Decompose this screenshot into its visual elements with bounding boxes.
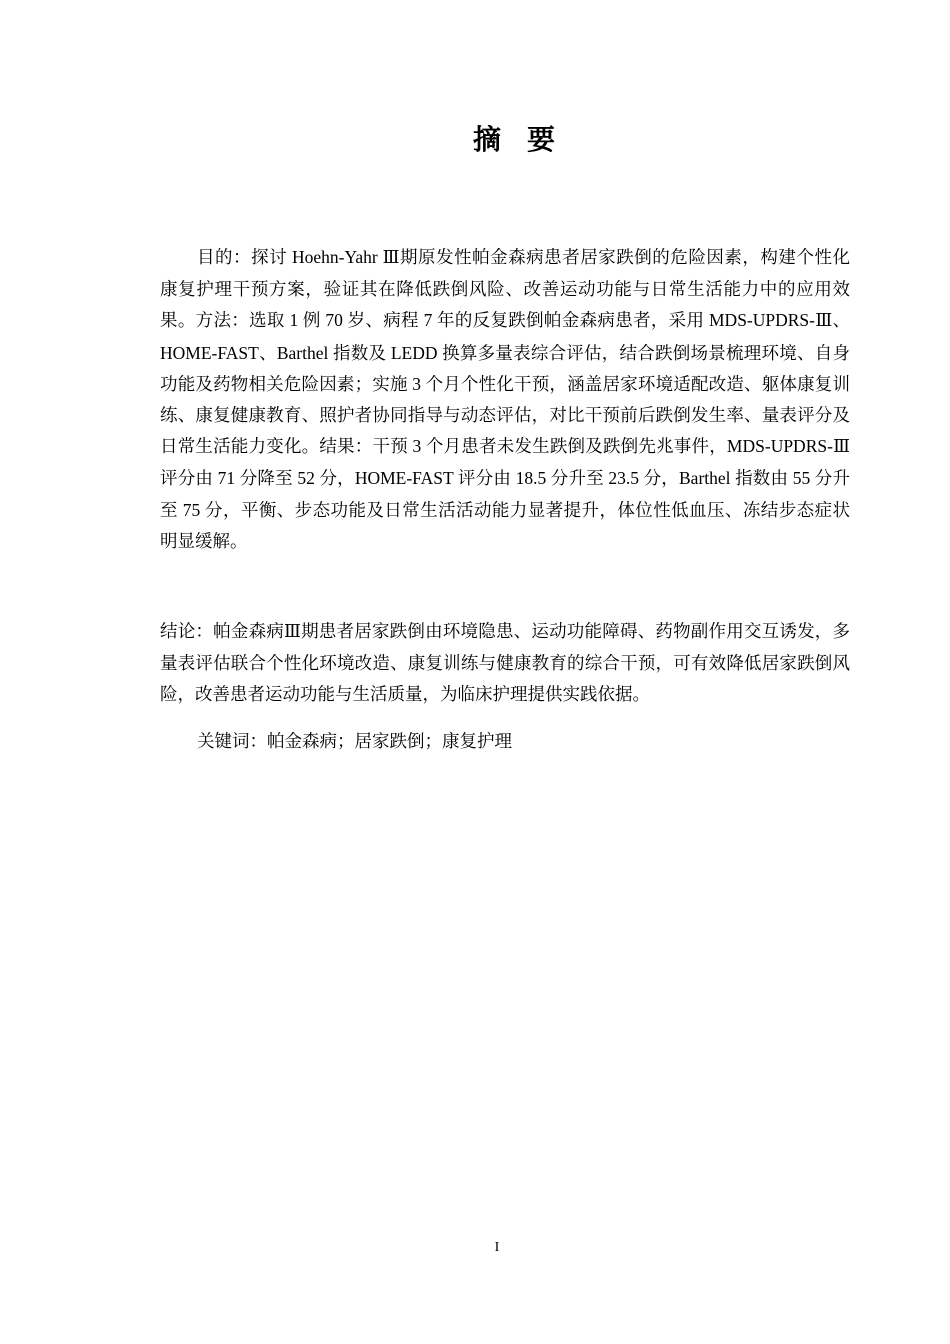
conclusion-text: 帕金森病Ⅲ期患者居家跌倒由环境隐患、运动功能障碍、药物副作用交互诱发，多量表评估联合个性化环境改造、康复训练与健康教育的综合干预，可有效降低居家跌倒风险，改善患者运动功能与生活质量，为临床护理提供实践依据。: [160, 621, 851, 705]
abstract-body: [160, 242, 850, 557]
keywords-line: [160, 726, 850, 758]
conclusion-label: 结论：: [160, 622, 214, 642]
purpose-label: 目的：: [197, 248, 252, 268]
keywords-label: 关键词：: [197, 732, 267, 752]
purpose-text: 探讨 Hoehn-Yahr Ⅲ期原发性帕金森病患者居家跌倒的危险因素，构建个性化康复护理干预方案，验证其在降低跌倒风险、改善运动功能与日常生活能力中的应用效果。: [160, 247, 850, 331]
abstract-paragraph: [160, 242, 850, 557]
results-label: 结果：: [319, 437, 373, 458]
page-number: I: [494, 1240, 500, 1255]
results-text: 干预 3 个月患者未发生跌倒及跌倒先兆事件，MDS-UPDRS-Ⅲ评分由 71 分降至 52 分，HOME-FAST 评分由 18.5 分升至 23.5 分，Barthel 指数由 55 分升至 75 分，平衡、步态功能及日常生活活动能力显著提升，体位性低血压、冻结步态症状明显缓解。: [160, 436, 851, 551]
conclusion-block: [160, 616, 850, 711]
methods-label: 方法：: [195, 311, 250, 332]
keywords-text: 帕金森病；居家跌倒；康复护理: [267, 731, 512, 751]
conclusion-paragraph: [160, 616, 850, 711]
methods-text: 选取 1 例 70 岁、病程 7 年的反复跌倒帕金森病患者，采用 MDS-UPDRS-Ⅲ、HOME-FAST、Barthel 指数及 LEDD 换算多量表综合评估，结合跌倒场景梳理环境、自身功能及药物相关危险因素；实施 3 个月个性化干预，涵盖居家环境适配改造、躯体康复训练、康复健康教育、照护者协同指导与动态评估，对比干预前后跌倒发生率、量表评分及日常生活能力变化。: [160, 310, 851, 457]
abstract-heading: 摘要: [472, 123, 581, 156]
